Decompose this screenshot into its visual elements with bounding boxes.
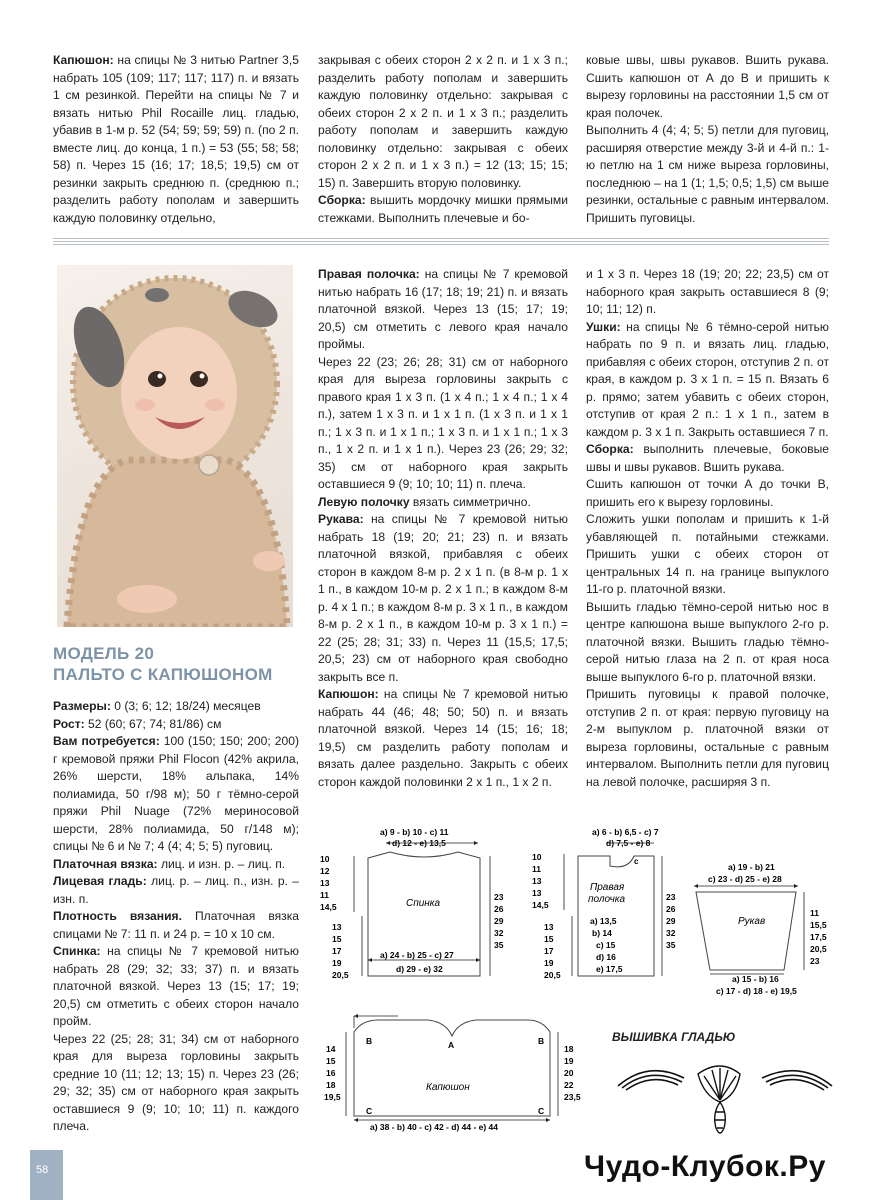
site-watermark: Чудо-Клубок.Ру [584, 1150, 826, 1183]
model-number: МОДЕЛЬ 20 [53, 644, 155, 663]
paragraph-heading: Правая полочка: [318, 267, 420, 281]
paragraph-text: лиц. и изн. р. – лиц. п. [157, 856, 286, 871]
text-column-left [53, 698, 299, 1136]
paragraph [586, 476, 829, 511]
paragraph-text: Платочная вязка спицами № 7: 11 п. и 24 р. = 10 х 10 см. [53, 909, 299, 941]
paragraph-heading: Платочная вязка: [53, 856, 158, 871]
front-right-3: 32 [666, 928, 676, 938]
paragraph-text: 100 (150; 150; 200; 200) г кремовой пряжи Phil Flocon (42% акрила, 26% шерсти, 18% альпака, 14% полиамида, 50 г/98 м); 50 г тёмно-серой пряжи Phil Nuage (72% мериносовой шерсти, 28% полиамида, 50 г/148 м); спицы № 6 и № 7; 4 (4; 4; 5; 5) пуговиц. [53, 734, 299, 853]
front-left-bot-0: 13 [544, 922, 554, 932]
diagram-sleeve [688, 858, 838, 1003]
back-left-top-2: 13 [320, 878, 330, 888]
front-mid-1: b) 14 [592, 928, 612, 938]
paragraph-text: вышить мордочку мишки прямыми стежками. Выполнить плечевые и бо- [318, 193, 568, 225]
paragraph-text: на спицы № 7 кремовой нитью набрать 16 (17; 18; 19; 21) п. и вязать платочной вязкой. Через 13 (15; 17; 19; 20,5) см отметить с левого края начало проймы. [318, 267, 568, 351]
paragraph-heading: Капюшон: [53, 53, 114, 67]
hood-left-1: 15 [326, 1056, 336, 1066]
paragraph [586, 122, 829, 227]
sleeve-top-1: a) 19 - b) 21 [728, 862, 775, 872]
front-left-bot-2: 17 [544, 946, 554, 956]
paragraph [53, 733, 299, 856]
paragraph [318, 494, 568, 512]
hood-right-2: 20 [564, 1068, 574, 1078]
hood-right-0: 18 [564, 1044, 574, 1054]
paragraph-heading: Ушки: [586, 319, 621, 334]
paragraph [53, 698, 299, 716]
paragraph-text: выполнить плечевые, боковые швы и швы рукавов. Вшить рукава. [586, 442, 829, 474]
paragraph [53, 856, 299, 874]
paragraph [586, 441, 829, 476]
paragraph-text: Через 22 (23; 26; 28; 31) см от наборного края для выреза горловины закрыть с правого края 1 х 3 п. (1 х 4 п.; 1 х 4 п.; 1 х 4 п.), затем 1 х 3 п. и 1 х 1 п. (1 х 3 п. и 1 х 1 п.; 1 х 3 п. и 1 х 1 п.; 1 х 3 п. и 1 х 1 п.; 1 х 3 п., 1 х 2 п. и 1 х 1 п.). Через 23 (26; 29; 32; 35) см от наборного края закрыть оставшиеся 9 (9; 10; 10; 11) п. плеча. [318, 354, 568, 491]
back-left-top-3: 11 [320, 890, 329, 900]
front-left-bot-4: 20,5 [544, 970, 561, 980]
hood-right-3: 22 [564, 1080, 574, 1090]
paragraph-heading: Плотность вязания. [53, 909, 182, 923]
hood-point-b-left: B [366, 1036, 373, 1046]
hood-left-2: 16 [326, 1068, 336, 1078]
paragraph-text: Вышить гладью тёмно-серой нитью нос в центре капюшона выше выпуклого 2-го р. платочной вязки. Вышить гладью тёмно-серой нитью глаза на 2 п. от края носа выше выпуклого 6-го р. платочной вязки. [586, 599, 829, 684]
front-left-top-3: 13 [532, 888, 542, 898]
paragraph [53, 716, 299, 734]
model-name: ПАЛЬТО С КАПЮШОНОМ [53, 665, 273, 684]
back-left-bot-2: 17 [332, 946, 342, 956]
paragraph [318, 52, 568, 192]
front-right-4: 35 [666, 940, 676, 950]
paragraph [318, 266, 568, 354]
sleeve-bottom-2: c) 17 - d) 18 - e) 19,5 [716, 986, 797, 996]
paragraph-text: на спицы № 7 кремовой нитью набрать 44 (46; 48; 50; 50) п. и вязать платочной вязкой. Через 14 (15; 16; 18; 19,5) см разделить работу пополам и вязать далее раздельно. Закрыть с обеих сторон каждой половинки 2 х 1 п., 1 х 2 п. [318, 687, 568, 789]
paragraph-heading: Капюшон: [318, 687, 379, 701]
back-left-bot-3: 19 [332, 958, 342, 968]
diagram-back [318, 826, 508, 991]
paragraph-text: 0 (3; 6; 12; 18/24) месяцев [110, 699, 261, 713]
back-right-1: 26 [494, 904, 504, 914]
paragraph-heading: Сборка: [586, 442, 634, 456]
front-mid-4: e) 17,5 [596, 964, 623, 974]
paragraph-heading: Лицевая гладь: [53, 874, 147, 888]
hood-right-4: 23,5 [564, 1092, 581, 1102]
paragraph [586, 511, 829, 599]
paragraph-text: на спицы № 6 тёмно-серой нитью набрать по 9 п. и вязать лиц. гладью, прибавляя с обеих сторон, отступив 2 п. от края, в каждом р. 3 х 1 п. = 15 п. Вязать 6 р. прямо; затем убавить с обеих сторон, отступив от края 2 п.: 1 х 1 п., затем в каждом р. 3 х 1 п. Закрыть оставшиеся 7 п. [586, 319, 829, 439]
paragraph-text: 52 (60; 67; 74; 81/86) см [84, 716, 222, 731]
paragraph [586, 266, 829, 319]
hood-point-c-left: C [366, 1106, 373, 1116]
paragraph-text: на спицы № 3 нитью Partner 3,5 набрать 105 (109; 117; 117; 117) п. и вязать 1 см резинкой. Перейти на спицы № 7 и вязать нитью Phil Rocaille лиц. гладью, убавив в 1-м р. 52 (54; 59; 59; 59) п. (по 2 п. вместе лиц. до конца, 1 п.) = 53 (55; 58; 58; 58) п. Через 15 (16; 17; 18,5; 19,5) см от резинки закрыть среднюю п. (среднюю п.; разделить работу пополам и завершить каждую половинку отдельно, [53, 53, 299, 225]
hood-label: Капюшон [426, 1082, 470, 1093]
hood-left-4: 19,5 [324, 1092, 341, 1102]
back-label: Спинка [406, 898, 441, 909]
back-top-2: d) 12 - e) 13,5 [392, 838, 446, 848]
front-mark: c [634, 857, 639, 866]
diagram-hood [318, 1010, 588, 1137]
front-mid-3: d) 16 [596, 952, 616, 962]
back-right-0: 23 [494, 892, 504, 902]
paragraph-text: на спицы № 7 кремовой нитью набрать 18 (19; 20; 21; 23) п. и вязать платочной вязкой, прибавляя с обеих сторон в каждом 8-м р. 2 х 1 п. (в 8-м р. 1 х 1 п., в каждом 10-м р. 2 х 1 п.; в каждом 8-м р. 4 х 1 п.; в каждом 8-м р. 3 х 1 п., в каждом 8-м р. 2 х 1 п., в каждом 10-м р. 3 х 1 п.) = 22 (25; 28; 31; 33) п. Через 11 (15,5; 17,5; 20,5; 23) см от наборного края свободно закрыть все п. [318, 512, 568, 684]
hood-left-0: 14 [326, 1044, 336, 1054]
paragraph-text: и 1 х 3 п. Через 18 (19; 20; 22; 23,5) см от наборного края закрыть оставшиеся 8 (9; 10; 11; 12) п. [586, 267, 829, 316]
paragraph-text: ковые швы, швы рукавов. Вшить рукава. Сшить капюшон от А до В и пришить к вырезу горловины на расстоянии 1,5 см от края полочек. [586, 53, 829, 120]
front-left-top-4: 14,5 [532, 900, 549, 910]
hood-point-c-right: C [538, 1106, 545, 1116]
front-top-1: a) 6 - b) 6,5 - c) 7 [592, 827, 659, 837]
sleeve-right-3: 20,5 [810, 944, 827, 954]
paragraph [586, 686, 829, 791]
sleeve-right-1: 15,5 [810, 920, 827, 930]
paragraph [586, 599, 829, 687]
paragraph [318, 686, 568, 791]
back-right-3: 32 [494, 928, 504, 938]
back-right-4: 35 [494, 940, 504, 950]
text-column-right [586, 266, 829, 791]
back-left-top-0: 10 [320, 854, 330, 864]
front-mid-0: a) 13,5 [590, 916, 617, 926]
paragraph-heading: Спинка: [53, 944, 101, 958]
eye-left-embroidery [618, 1071, 684, 1090]
hood-right-1: 19 [564, 1056, 574, 1066]
paragraph-heading: Сборка: [318, 193, 366, 207]
front-left-bot-3: 19 [544, 958, 554, 968]
paragraph-text: вязать симметрично. [409, 494, 531, 509]
paragraph-text: на спицы № 7 кремовой нитью набрать 28 (29; 32; 33; 37) п. и вязать платочной вязкой. Через 13 (15; 17; 19; 20,5) см отметить с обеих сторон начало пройм. [53, 944, 299, 1028]
paragraph-text: закрывая с обеих сторон 2 х 2 п. и 1 х 3 п.; разделить работу пополам и завершить каждую половинку отдельно: закрывая с обеих сторон 2 х 2 п. и 1 х 3 п.; разделить работу пополам и завершить каждую половинку отдельно: закрывая с обеих сторон 2 х 2 п. и 1 х 3 п.) = 12 (13; 15; 15; 15) п. Завершить вторую половинку. [318, 53, 568, 190]
paragraph-heading: Левую полочку [318, 494, 410, 509]
paragraph [53, 1031, 299, 1136]
back-top-1: a) 9 - b) 10 - c) 11 [380, 827, 449, 837]
nose-embroidery [698, 1066, 740, 1133]
sleeve-label: Рукав [738, 916, 766, 927]
text-column-top-right [586, 52, 829, 227]
text-column-top-left [53, 52, 299, 227]
front-left-top-0: 10 [532, 852, 542, 862]
back-left-top-1: 12 [320, 866, 330, 876]
sleeve-right-2: 17,5 [810, 932, 827, 942]
front-left-top-1: 11 [532, 864, 541, 874]
text-column-top-middle [318, 52, 568, 227]
paragraph-heading: Рукава: [318, 512, 364, 526]
back-left-bot-0: 13 [332, 922, 342, 932]
paragraph [53, 873, 299, 908]
embroidery-title: ВЫШИВКА ГЛАДЬЮ [612, 1030, 736, 1044]
sleeve-bottom-1: a) 15 - b) 16 [732, 974, 779, 984]
sleeve-top-2: c) 23 - d) 25 - e) 28 [708, 874, 782, 884]
paragraph [53, 52, 299, 227]
paragraph [318, 354, 568, 494]
back-left-bot-1: 15 [332, 934, 342, 944]
paragraph-text: Пришить пуговицы к правой полочке, отступив 2 п. от края: первую пуговицу на 2-м выпуклом р. платочной вязки от выреза горловины, остальные с равным интервалом. Выполнить петли для пуговиц на левой полочке, расширяя 3 п. [586, 687, 829, 789]
paragraph-heading: Вам потребуется: [53, 734, 160, 748]
paragraph-text: Через 22 (25; 28; 31; 34) см от наборного края для выреза горловины закрыть средние 10 (11; 12; 13; 15) п. Через 23 (26; 29; 32; 35) см от наборного края закрыть оставшиеся 9 (9; 10; 10; 11) п. каждого плеча. [53, 1031, 299, 1133]
hood-point-b-right: B [538, 1036, 545, 1046]
paragraph-text: Сложить ушки пополам и пришить к 1-й убавляющей п. потайными стежками. Пришить ушки с обеих сторон от центральных 14 п. на границе выпуклого 11-го р. платочной вязки. [586, 512, 829, 596]
front-right-0: 23 [666, 892, 676, 902]
back-left-top-4: 14,5 [320, 902, 337, 912]
paragraph [53, 908, 299, 943]
diagram-front [530, 826, 680, 991]
front-right-2: 29 [666, 916, 676, 926]
paragraph-text: Выполнить 4 (4; 4; 5; 5) петли для пуговиц, расширяя отверстие между 3-й и 4-й п.: 1-ю петлю на 1 см ниже выреза горловины, последнюю – на 1 (1; 1,5; 0,5; 1,5) см выше резинки, остальные с равным интервалом. Пришить пуговицы. [586, 123, 830, 225]
sleeve-right-0: 11 [810, 908, 819, 918]
paragraph-heading: Рост: [53, 716, 85, 731]
front-left-top-2: 13 [532, 876, 542, 886]
paragraph-text: лиц. р. – лиц. п., изн. р. – изн. п. [53, 874, 299, 906]
eye-right-embroidery [762, 1071, 832, 1090]
page-number: 58 [36, 1164, 49, 1176]
paragraph-heading: Размеры: [53, 699, 111, 713]
front-right-1: 26 [666, 904, 676, 914]
paragraph [53, 943, 299, 1031]
back-left-bot-4: 20,5 [332, 970, 349, 980]
paragraph [318, 511, 568, 686]
hood-bottom: a) 38 - b) 40 - c) 42 - d) 44 - e) 44 [370, 1122, 499, 1132]
text-column-middle [318, 266, 568, 791]
front-label-1: Правая [590, 882, 625, 893]
paragraph [318, 192, 568, 227]
hood-left-3: 18 [326, 1080, 336, 1090]
back-right-2: 29 [494, 916, 504, 926]
front-top-2: d) 7,5 - e) 8 [606, 838, 651, 848]
baby-photo [57, 265, 293, 627]
back-bottom-1: a) 24 - b) 25 - c) 27 [380, 950, 454, 960]
sleeve-right-4: 23 [810, 956, 820, 966]
model-title [53, 643, 273, 685]
front-left-bot-1: 15 [544, 934, 554, 944]
paragraph [586, 319, 829, 442]
front-mid-2: c) 15 [596, 940, 616, 950]
hood-point-a: A [448, 1040, 455, 1050]
paragraph-text: Сшить капюшон от точки А до точки В, пришить его к вырезу горловины. [586, 477, 829, 509]
embroidery-diagram [612, 1052, 838, 1157]
back-bottom-2: d) 29 - e) 32 [396, 964, 443, 974]
paragraph [586, 52, 829, 122]
section-divider [53, 238, 829, 245]
front-label-2: полочка [588, 894, 626, 905]
